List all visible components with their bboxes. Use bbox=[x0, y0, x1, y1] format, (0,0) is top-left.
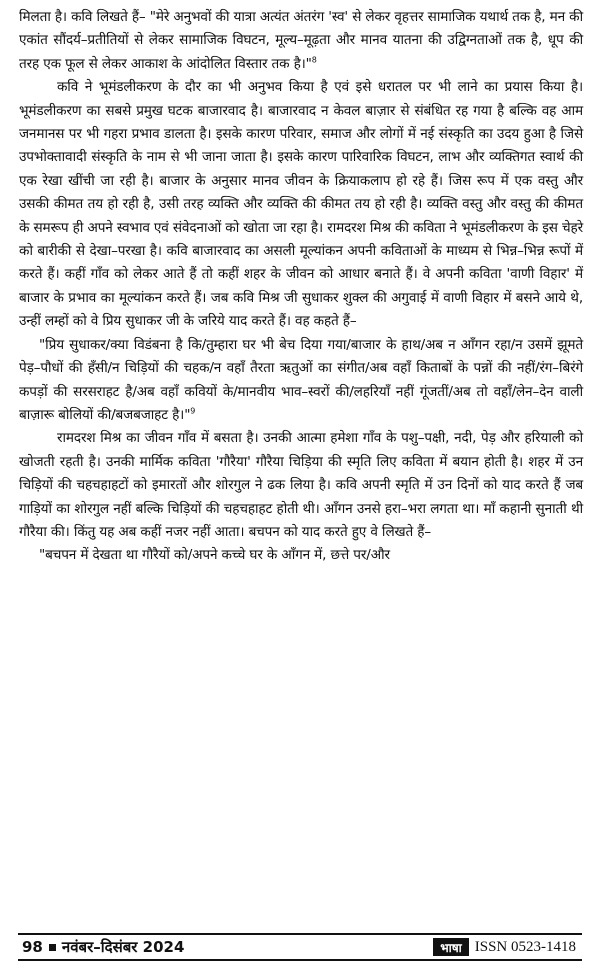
paragraph-1-text: मिलता है। कवि लिखते हैं– "मेरे अनुभवों की यात्रा अत्यंत अंतरंग 'स्व' से लेकर वृहत्तर सामाजिक यथार्थ तक है, मन की एकांत सौंदर्य–प्रतीतियों से लेकर सामाजिक विघटन, मूल्य–मूढ़ता और मानव यातना की उद्विग्नताओं तक है, धूप की तरह एक फूल से लेकर आकाश के आंदोलित विस्तार तक है।" bbox=[19, 9, 583, 72]
page-number: 98 bbox=[22, 938, 43, 956]
footnote-8: 8 bbox=[311, 55, 317, 65]
quote-2: "बचपन में देखता था गौरैयों को/अपने कच्चे घर के आँगन में, छत्ते पर/और bbox=[39, 547, 390, 564]
issn-number: ISSN 0523-1418 bbox=[474, 938, 576, 955]
footer-issue-info bbox=[18, 937, 184, 957]
paragraph-2: कवि ने भूमंडलीकरण के दौर का भी अनुभव किया है एवं इसे धरातल पर भी लाने का प्रयास किया है। भूमंडलीकरण का सबसे प्रमुख घटक बाजारवाद है। बाजारवाद न केवल बाज़ार से संबंधित रह गया है बल्कि वह आम जनमानस पर भी गहरा प्रभाव डालता है। इसके कारण परिवार, समाज और लोगों में नई संस्कृति का उदय हुआ है जिसे उपभोक्तावादी संस्कृति के नाम से भी जाना जाता है। इसके कारण पारिवारिक विघटन, लाभ और व्यक्तिगत स्वार्थ की एक रेखा खींची जा रही है। बाजार के अनुसार मानव जीवन के क्रियाकलाप हो रहे हैं। जिस रूप में एक वस्तु और उसकी कीमत तय हो रही है, उसी तरह व्यक्ति और व्यक्ति की कीमत तय हो रही है। व्यक्ति वस्तु और वस्तु की कीमत के समरूप ही अपने स्वभाव एवं संवेदनाओं को खोता जा रहा है। रामदरश मिश्र की कविता ने भूमंडलीकरण के इस चेहरे को बारीकी से देखा–परखा है। कवि बाजारवाद का असली मूल्यांकन अपनी कविताओं के माध्यम से भिन्न–भिन्न रूपों में करते हैं। कहीं गाँव को लेकर आते हैं तो कहीं शहर के जीवन को आधार बनाते हैं। वे अपनी कविता 'वाणी विहार' में बाजार के प्रभाव का मूल्यांकन करते हैं। जब कवि मिश्र जी सुधाकर शुक्ल की अगुवाई में वाणी विहार में बसने आये थे, उन्हीं लम्हों को वे प्रिय सुधाकर जी के जरिये याद करते हैं। वह कहते हैं– bbox=[19, 79, 583, 330]
bullet-square-icon bbox=[49, 944, 56, 951]
article-body bbox=[19, 6, 583, 568]
quote-1 bbox=[19, 334, 583, 428]
bhasha-logo-icon bbox=[433, 937, 469, 957]
page-footer bbox=[18, 933, 582, 961]
paragraph-3: रामदरश मिश्र का जीवन गाँव में बसता है। उनकी आत्मा हमेशा गाँव के पशु–पक्षी, नदी, पेड़ और हरियाली को खोजती रहती है। उनकी मार्मिक कविता 'गौरैया' गौरैया चिड़िया की स्मृति लिए कविता में बयान होती है। शहर में उन चिड़ियों की चहचहाहटों को इमारतों और शोरगुल ने ढक लिया है। कवि अपनी स्मृति में उन दिनों को याद करते हैं जब गाड़ियों का शोरगुल नहीं बल्कि चिड़ियों की चहचहाहट होती थी। आँगन उनसे हरा–भरा लगता था। माँ कहानी सुनाती थी गौरैया की। किंतु यह अब कहीं नजर नहीं आता। बचपन को याद करते हुए वे लिखते हैं– bbox=[19, 430, 583, 540]
issue-date: नवंबर–दिसंबर 2024 bbox=[61, 938, 185, 956]
footnote-9: 9 bbox=[190, 406, 196, 416]
paragraph-1 bbox=[19, 6, 583, 76]
logo-text: भाषा bbox=[439, 941, 462, 955]
footer-journal-info bbox=[433, 937, 582, 957]
quote-1-text: "प्रिय सुधाकर/क्या विडंबना है कि/तुम्हारा घर भी बेच दिया गया/बाजार के हाथ/अब न आँगन रहा/न उसमें झूमते पेड़–पौधों की हँसी/न चिड़ियों की चहक/न वहाँ तैरता ऋतुओं का संगीत/अब वहाँ किताबों के पन्नों की नहीं/रंग–बिरंगे कपड़ों की सरसराहट है/अब वहाँ कवियों के/मानवीय भाव–स्वरों की/लहरियाँ नहीं गूंजतीं/अब तो वहाँ/लेन–देन वाली बाज़ारू बोलियों की/बजबजाहट है।" bbox=[19, 336, 583, 423]
